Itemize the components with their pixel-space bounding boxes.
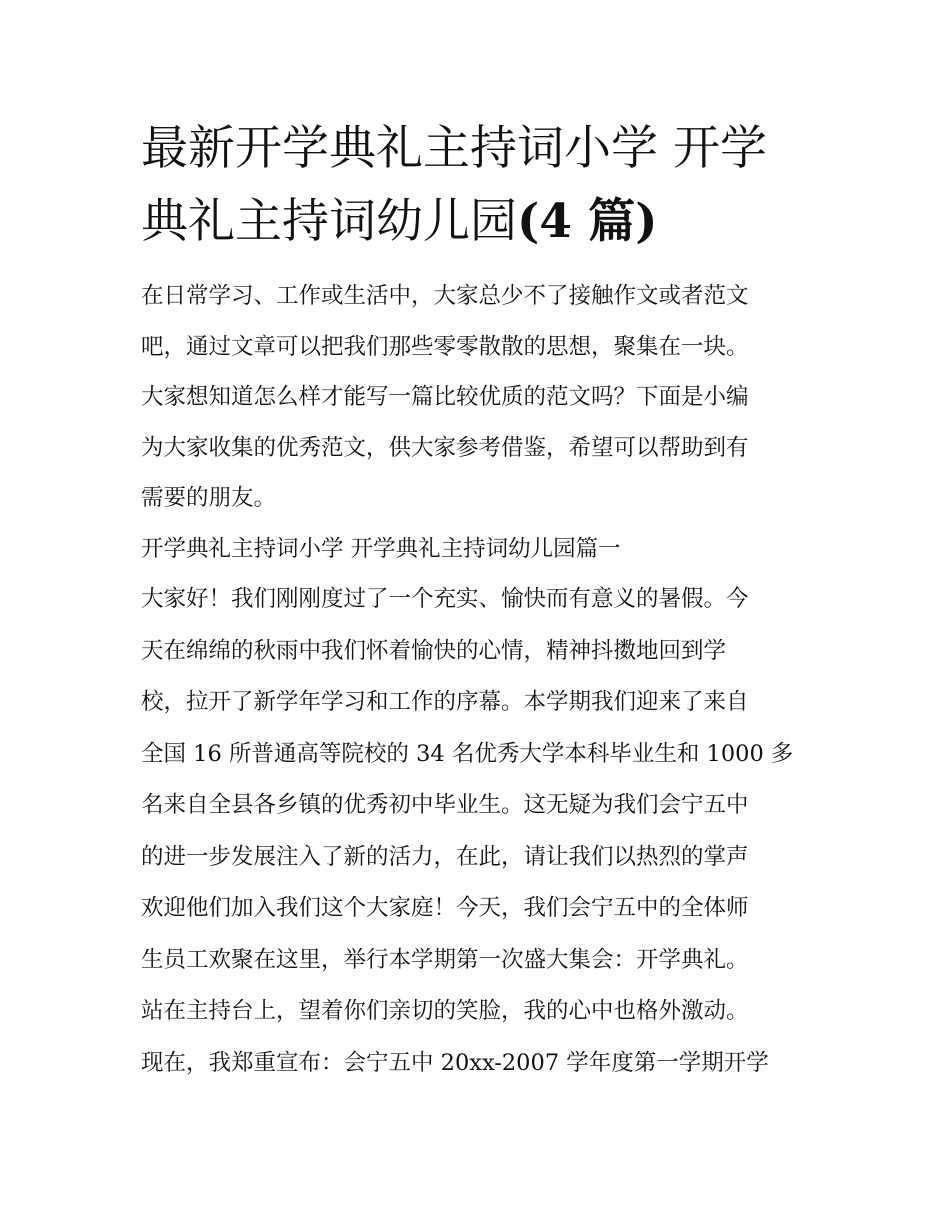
body-line: 的进一步发展注入了新的活力，在此，请让我们以热烈的掌声 [141, 843, 749, 870]
intro-line: 大家想知道怎么样才能写一篇比较优质的范文吗？下面是小编 [141, 384, 749, 410]
title-line-2-text: 典礼主持词幼儿园 [141, 194, 517, 249]
body-line: 大家好！我们刚刚度过了一个充实、愉快而有意义的暑假。今 [141, 586, 749, 612]
intro-paragraph [141, 271, 813, 524]
document-title [141, 112, 813, 258]
body-line: 全国 16 所普通高等院校的 34 名优秀大学本科毕业生和 1000 多 [141, 740, 794, 767]
title-count: (4 篇) [517, 194, 658, 249]
intro-line: 需要的朋友。 [141, 485, 277, 511]
body-line: 欢迎他们加入我们这个大家庭！今天，我们会宁五中的全体师 [141, 895, 749, 921]
document-page [141, 112, 813, 1089]
intro-line: 吧，通过文章可以把我们那些零零散散的思想，聚集在一块。 [141, 333, 749, 360]
intro-line: 为大家收集的优秀范文，供大家参考借鉴，希望可以帮助到有 [141, 434, 749, 461]
body-paragraph [141, 574, 813, 1089]
title-line-1: 最新开学典礼主持词小学 开学 [141, 121, 767, 176]
body-line: 现在，我郑重宣布：会宁五中 20xx-2007 学年度第一学期开学 [141, 1049, 769, 1076]
body-line: 生员工欢聚在这里，举行本学期第一次盛大集会：开学典礼。 [141, 946, 749, 973]
body-line: 站在主持台上，望着你们亲切的笑脸，我的心中也格外激动。 [141, 998, 749, 1024]
body-line: 名来自全县各乡镇的优秀初中毕业生。这无疑为我们会宁五中 [141, 792, 749, 818]
intro-line: 在日常学习、工作或生活中，大家总少不了接触作文或者范文 [141, 283, 749, 309]
body-line: 天在绵绵的秋雨中我们怀着愉快的心情，精神抖擞地回到学 [141, 637, 727, 664]
section-heading: 开学典礼主持词小学 开学典礼主持词幼儿园篇一 [141, 535, 621, 562]
body-line: 校，拉开了新学年学习和工作的序幕。本学期我们迎来了来自 [141, 689, 749, 715]
title-line-2 [141, 185, 813, 258]
